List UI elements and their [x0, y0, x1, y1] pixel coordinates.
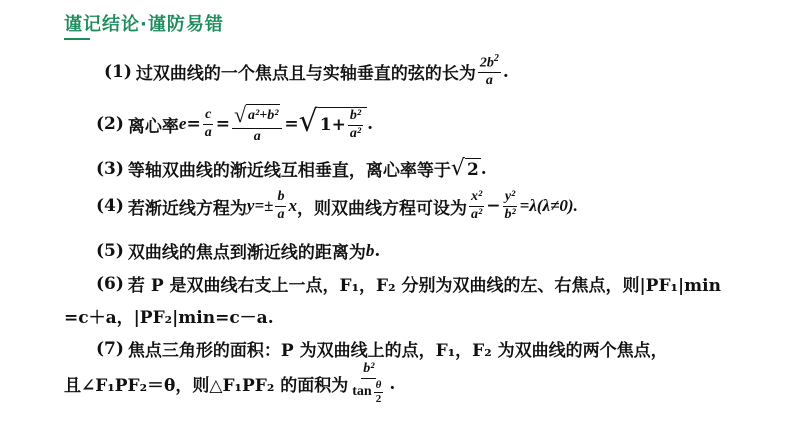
- frac-sup: 2: [493, 53, 499, 64]
- sqrt-symbol: √: [233, 102, 247, 127]
- frac-den: a²: [470, 206, 483, 222]
- sqrt-expression: [450, 155, 481, 181]
- item-end: .: [480, 158, 487, 179]
- frac-den: a: [204, 124, 212, 140]
- frac-num: x²: [469, 190, 484, 207]
- frac-den: a²: [349, 125, 362, 141]
- fraction-x2-a2: [469, 190, 484, 222]
- fraction-theta-2: [374, 380, 384, 406]
- item-1: [104, 54, 509, 89]
- item-text: 等轴双曲线的渐近线互相垂直，离心率等于: [127, 161, 451, 181]
- item-end: .: [389, 373, 396, 394]
- item-7-line-2: [64, 362, 395, 406]
- var-e: e: [178, 114, 187, 134]
- item-text: =c＋a，|PF₂|min=c－a.: [64, 308, 274, 328]
- item-3: [96, 156, 487, 181]
- item-text: 若渐近线方程为: [127, 198, 247, 219]
- frac-den: a: [485, 73, 493, 89]
- sqrt-expression: [298, 104, 367, 141]
- var-x: x: [288, 196, 297, 216]
- item-end: .: [367, 114, 373, 135]
- sqrt-term: 1+: [319, 115, 346, 136]
- section-header: [64, 6, 224, 40]
- equals: =: [186, 114, 201, 135]
- equals: =: [284, 114, 299, 135]
- frac-den: a: [253, 128, 261, 144]
- item-7-line-1: [96, 336, 668, 361]
- lambda-tail: =λ(λ≠0).: [519, 196, 578, 216]
- frac-num: θ: [374, 380, 384, 394]
- item-end: .: [502, 61, 509, 82]
- var-b: b: [365, 240, 375, 260]
- item-6-line-2: [64, 303, 274, 328]
- equals: =: [215, 114, 230, 135]
- item-text: 且∠F₁PF₂＝θ，则△F₁PF₂ 的面积为: [64, 376, 349, 397]
- minus: −: [486, 196, 501, 217]
- item-4: [96, 190, 578, 222]
- item-number: (5): [96, 240, 124, 261]
- fraction-y2-b2: [502, 190, 517, 222]
- sqrt-body: [318, 107, 367, 141]
- item-text: 离心率: [127, 116, 179, 137]
- item-5: [96, 238, 380, 263]
- item-text: 焦点三角形的面积：P 为双曲线上的点，F₁，F₂ 为双曲线的两个焦点，: [127, 341, 668, 361]
- sqrt-symbol: √: [298, 104, 318, 139]
- fraction-area: [350, 362, 387, 406]
- frac-den: 2: [375, 393, 382, 406]
- frac-num: 2b: [479, 55, 494, 71]
- fraction: [478, 54, 501, 89]
- item-6-line-1: [96, 271, 721, 296]
- sqrt-inner: 2: [466, 159, 479, 180]
- fraction-sqrt: [232, 104, 282, 144]
- tan: tan: [352, 384, 372, 400]
- frac-den: b²: [504, 206, 516, 222]
- header-underline: [64, 38, 90, 40]
- section-title: 谨记结论·谨防易错: [64, 14, 224, 35]
- frac-den: [350, 379, 387, 406]
- frac-num: b: [275, 190, 286, 207]
- item-number: (3): [96, 158, 124, 179]
- item-text: ，则双曲线方程可设为: [296, 198, 467, 219]
- item-text: 双曲线的焦点到渐近线的距离为: [127, 243, 366, 263]
- frac-den: a: [277, 206, 285, 222]
- fraction-b-a: [348, 109, 363, 141]
- fraction-b-a: [275, 190, 286, 222]
- frac-num: b²: [361, 362, 376, 379]
- item-text: 若 P 是双曲线右支上一点，F₁，F₂ 分别为双曲线的左、右焦点，则|PF₁|min: [127, 276, 721, 296]
- item-number: (4): [96, 196, 124, 217]
- item-number: (1): [104, 61, 132, 82]
- expr-y: y=±: [246, 196, 274, 216]
- frac-num: b²: [348, 109, 363, 126]
- item-number: (2): [96, 114, 124, 135]
- frac-num: y²: [503, 190, 517, 207]
- frac-num: c: [203, 108, 213, 125]
- item-number: (7): [96, 338, 124, 359]
- item-text: 过双曲线的一个焦点且与实轴垂直的弦的长为: [135, 64, 476, 85]
- item-number: (6): [96, 273, 124, 294]
- sqrt-inner: a²+b²: [246, 104, 280, 126]
- item-2: [96, 104, 373, 144]
- item-end: .: [374, 240, 381, 261]
- fraction-c-a: [203, 108, 214, 140]
- sqrt-symbol: √: [450, 155, 465, 181]
